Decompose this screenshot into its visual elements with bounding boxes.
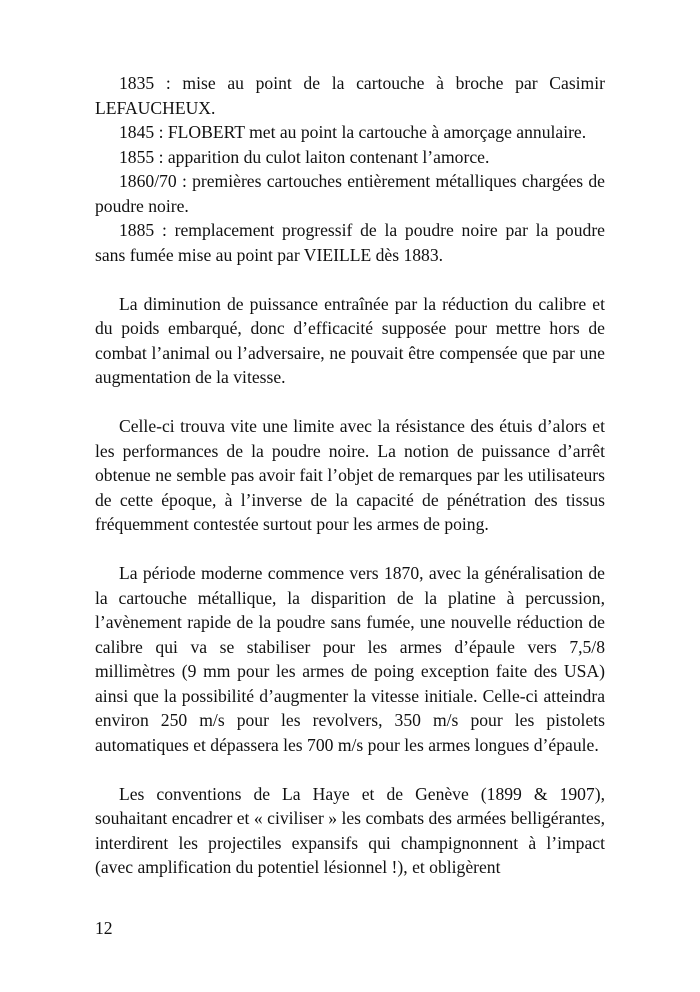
page-number: 12 [95, 918, 113, 938]
chronology-entry-1860-70: 1860/70 : premières cartouches entièrement métalliques chargées de poudre noire. [95, 171, 605, 216]
chronology-list [95, 71, 605, 267]
paragraph-conventions: Les conventions de La Haye et de Genève (1899 & 1907), souhaitant encadrer et « civiliser » les combats des armées belligérantes, interdirent les projectiles expansifs qui champignonnent à l’impact (avec amplification du potentiel lésionnel !), et obligèrent [95, 783, 605, 877]
chronology-entry-1885: 1885 : remplacement progressif de la poudre noire par la poudre sans fumée mise au point par VIEILLE dès 1883. [95, 220, 605, 265]
chronology-entry-1855: 1855 : apparition du culot laiton contenant l’amorce. [119, 146, 490, 167]
paragraph-power-reduction: La diminution de puissance entraînée par la réduction du calibre et du poids embarqué, donc d’efficacité supposée pour mettre hors de combat l’animal ou l’adversaire, ne pouvait être compensée que par une augmentation de la vitesse. [95, 293, 605, 387]
body-text [95, 71, 605, 880]
chronology-entry-1845: 1845 : FLOBERT met au point la cartouche à amorçage annulaire. [119, 122, 587, 142]
paragraph-modern-period: La période moderne commence vers 1870, avec la généralisation de la cartouche métallique, la disparition de la platine à percussion, l’avènement rapide de la poudre sans fumée, une nouvelle réduction de calibre qui va se stabiliser pour les armes d’épaule vers 7,5/8 millimètres (9 mm pour les armes de poing exception faite des USA) ainsi que la possibilité d’augmenter la vitesse initiale. Celle-ci atteindra environ 250 m/s pour les revolvers, 350 m/s pour les pistolets automatiques et dépassera les 700 m/s pour les armes longues d’épaule. [95, 563, 605, 755]
paragraph-velocity-limit: Celle-ci trouva vite une limite avec la résistance des étuis d’alors et les performances de la poudre noire. La notion de puissance d’arrêt obtenue ne semble pas avoir fait l’objet de remarques par les utilisateurs de cette époque, à l’inverse de la capacité de pénétration des tissus fréquemment contestée surtout pour les armes de poing. [95, 416, 605, 534]
chronology-entry-1835: 1835 : mise au point de la cartouche à broche par Casimir LEFAUCHEUX. [95, 73, 605, 118]
